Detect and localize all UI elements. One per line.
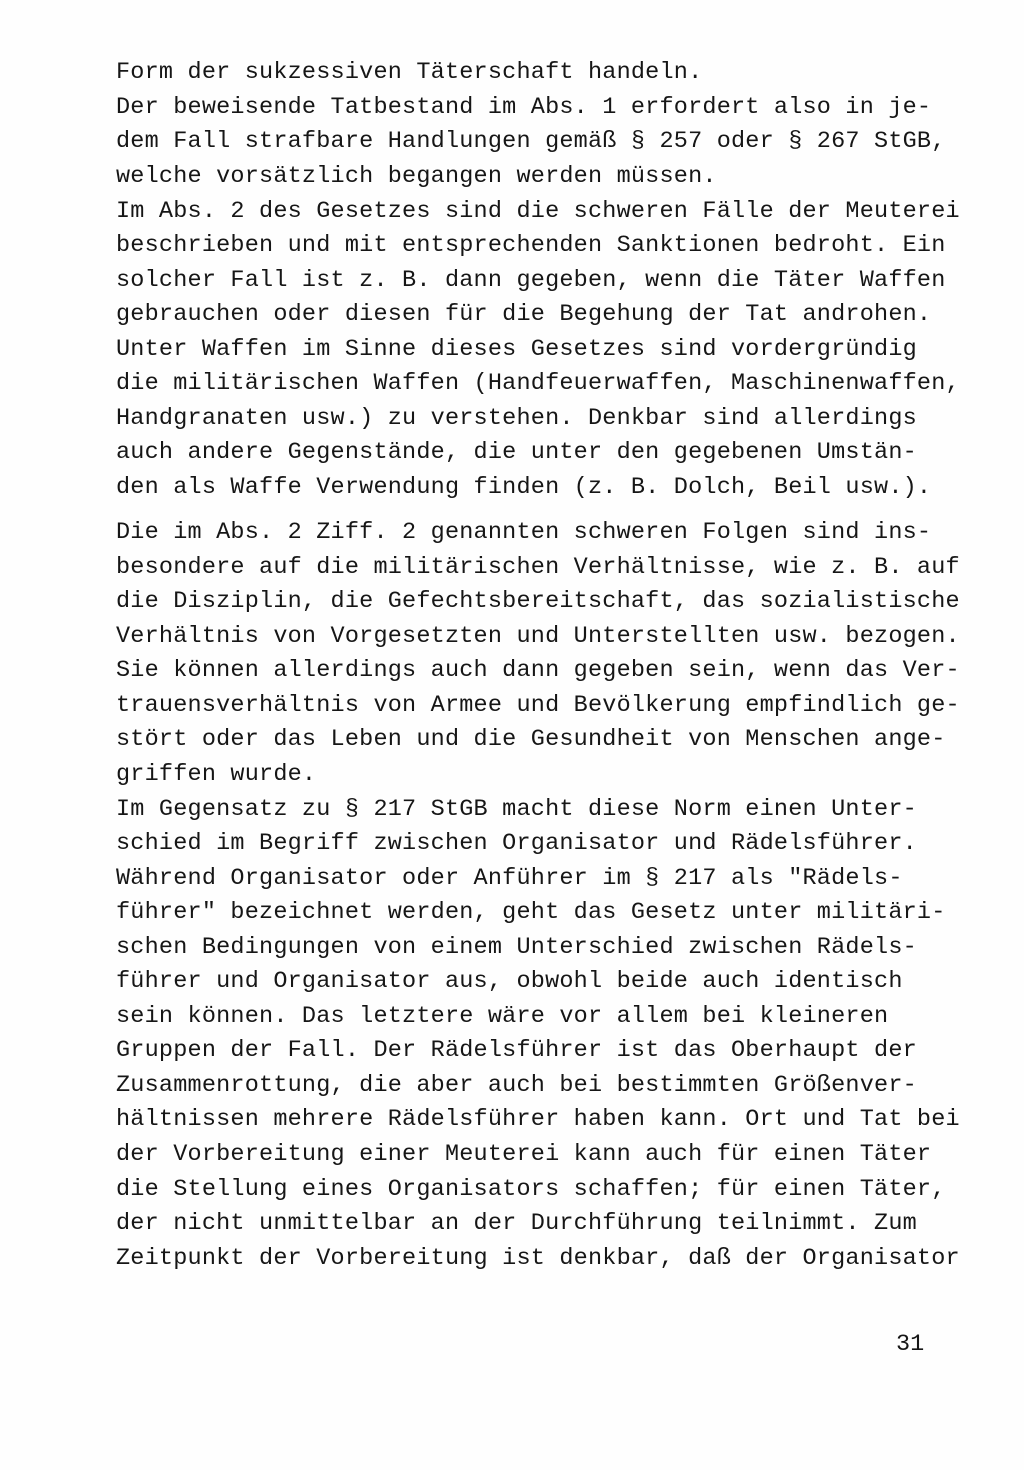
text-line: auch andere Gegenstände, die unter den gegebenen Umstän- (116, 439, 917, 466)
text-line: beschrieben und mit entsprechenden Sanktionen bedroht. Ein (116, 232, 946, 259)
text-line: gebrauchen oder diesen für die Begehung der Tat androhen. (116, 301, 932, 328)
text-line: Zeitpunkt der Vorbereitung ist denkbar, daß der Organisator (116, 1245, 960, 1272)
text-line: schen Bedingungen von einem Unterschied zwischen Rädels- (116, 934, 917, 961)
text-line: sein können. Das letztere wäre vor allem bei kleineren (116, 1003, 889, 1030)
text-line: dem Fall strafbare Handlungen gemäß § 257 oder § 267 StGB, (116, 128, 946, 155)
text-line: besondere auf die militärischen Verhältnisse, wie z. B. auf (116, 554, 960, 581)
text-line: Im Abs. 2 des Gesetzes sind die schweren Fälle der Meuterei (116, 198, 960, 225)
text-line: Verhältnis von Vorgesetzten und Unterstellten usw. bezogen. (116, 623, 960, 650)
page-number: 31 (896, 1331, 925, 1358)
text-line: Sie können allerdings auch dann gegeben sein, wenn das Ver- (116, 657, 960, 684)
text-line: trauensverhältnis von Armee und Bevölkerung empfindlich ge- (116, 692, 960, 719)
text-line: hältnissen mehrere Rädelsführer haben kann. Ort und Tat bei (116, 1106, 960, 1133)
text-line: solcher Fall ist z. B. dann gegeben, wenn die Täter Waffen (116, 267, 946, 294)
text-line: die militärischen Waffen (Handfeuerwaffen, Maschinenwaffen, (116, 370, 960, 397)
text-line: stört oder das Leben und die Gesundheit von Menschen ange- (116, 726, 946, 753)
text-line: Im Gegensatz zu § 217 StGB macht diese Norm einen Unter- (116, 796, 917, 823)
text-line: der Vorbereitung einer Meuterei kann auch für einen Täter (116, 1141, 932, 1168)
text-line: die Stellung eines Organisators schaffen; für einen Täter, (116, 1176, 946, 1203)
text-line: der nicht unmittelbar an der Durchführung teilnimmt. Zum (116, 1210, 917, 1237)
text-line: führer und Organisator aus, obwohl beide auch identisch (116, 968, 903, 995)
text-line: Form der sukzessiven Täterschaft handeln. (116, 59, 703, 86)
text-line: den als Waffe Verwendung finden (z. B. Dolch, Beil usw.). (116, 474, 932, 501)
text-line: Gruppen der Fall. Der Rädelsführer ist das Oberhaupt der (116, 1037, 917, 1064)
text-line: Während Organisator oder Anführer im § 217 als "Rädels- (116, 865, 903, 892)
text-line: griffen wurde. (116, 761, 317, 788)
text-line: welche vorsätzlich begangen werden müssen. (116, 163, 717, 190)
text-line: führer" bezeichnet werden, geht das Gesetz unter militäri- (116, 899, 946, 926)
text-line: schied im Begriff zwischen Organisator und Rädelsführer. (116, 830, 917, 857)
text-line: Die im Abs. 2 Ziff. 2 genannten schweren Folgen sind ins- (116, 519, 932, 546)
text-line: Handgranaten usw.) zu verstehen. Denkbar sind allerdings (116, 405, 917, 432)
text-line: Der beweisende Tatbestand im Abs. 1 erfordert also in je- (116, 94, 932, 121)
text-line: Zusammenrottung, die aber auch bei bestimmten Größenver- (116, 1072, 917, 1099)
text-line: Unter Waffen im Sinne dieses Gesetzes sind vordergründig (116, 336, 917, 363)
text-line: die Disziplin, die Gefechtsbereitschaft, das sozialistische (116, 588, 960, 615)
